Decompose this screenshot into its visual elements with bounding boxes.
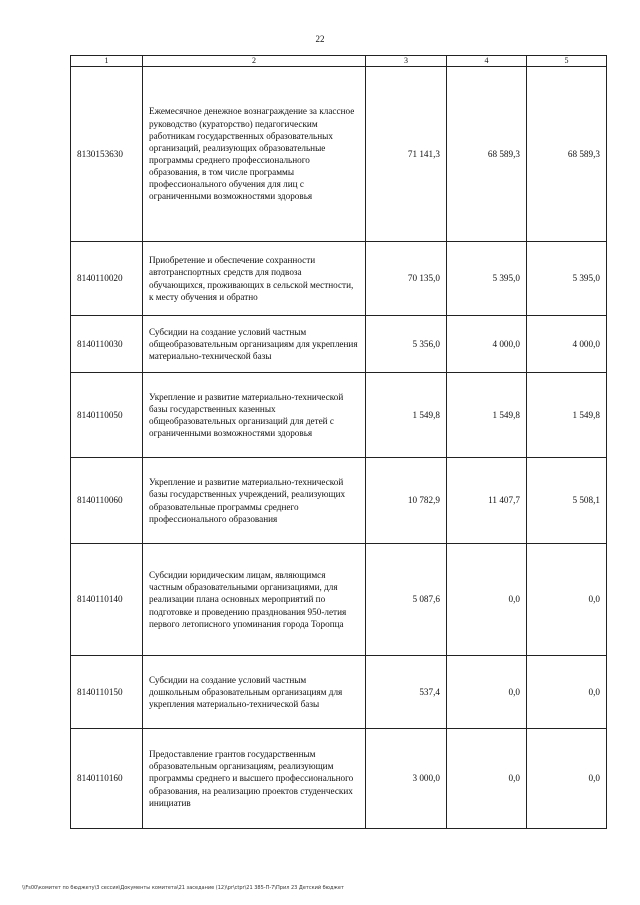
row-value-col5: 0,0 bbox=[527, 656, 607, 729]
column-number-5: 5 bbox=[527, 56, 607, 67]
row-code: 8140110060 bbox=[71, 458, 143, 544]
row-value-col3: 5 356,0 bbox=[366, 316, 447, 373]
table-row bbox=[71, 656, 607, 729]
row-value-col3: 71 141,3 bbox=[366, 67, 447, 242]
row-value-col4: 5 395,0 bbox=[447, 242, 527, 316]
row-code: 8130153630 bbox=[71, 67, 143, 242]
row-value-col3: 10 782,9 bbox=[366, 458, 447, 544]
table-row bbox=[71, 242, 607, 316]
table-row bbox=[71, 544, 607, 656]
row-value-col3: 3 000,0 bbox=[366, 729, 447, 829]
row-name: Укрепление и развитие материально-технической базы государственных казенных общеобразовательных организаций для детей с ограниченными возможностями здоровья bbox=[143, 373, 366, 458]
row-value-col4: 68 589,3 bbox=[447, 67, 527, 242]
row-code: 8140110020 bbox=[71, 242, 143, 316]
table-header-row bbox=[71, 56, 607, 67]
row-value-col4: 1 549,8 bbox=[447, 373, 527, 458]
row-value-col4: 11 407,7 bbox=[447, 458, 527, 544]
row-value-col3: 5 087,6 bbox=[366, 544, 447, 656]
row-value-col5: 0,0 bbox=[527, 544, 607, 656]
table-row bbox=[71, 316, 607, 373]
row-name: Укрепление и развитие материально-технической базы государственных учреждений, реализующих образовательные программы среднего профессионального образования bbox=[143, 458, 366, 544]
row-value-col5: 5 395,0 bbox=[527, 242, 607, 316]
footer-file-path: \\Fs00\комитет по бюджету\3 сессия\Документы комитета\21 заседание (12)\pr\ctpr\21 385-П-7\Прил 23 Детский бюджет bbox=[22, 885, 344, 891]
row-value-col3: 70 135,0 bbox=[366, 242, 447, 316]
row-value-col4: 0,0 bbox=[447, 656, 527, 729]
table-row bbox=[71, 458, 607, 544]
table-row bbox=[71, 67, 607, 242]
row-name: Субсидии на создание условий частным общеобразовательным организациям для укрепления материально-технической базы bbox=[143, 316, 366, 373]
row-value-col4: 0,0 bbox=[447, 729, 527, 829]
column-number-4: 4 bbox=[447, 56, 527, 67]
page-number: 22 bbox=[315, 34, 325, 44]
row-value-col3: 1 549,8 bbox=[366, 373, 447, 458]
row-code: 8140110030 bbox=[71, 316, 143, 373]
row-value-col4: 0,0 bbox=[447, 544, 527, 656]
row-name: Субсидии на создание условий частным дошкольным образовательным организациям для укрепления материально-технической базы bbox=[143, 656, 366, 729]
table-row bbox=[71, 373, 607, 458]
row-code: 8140110140 bbox=[71, 544, 143, 656]
row-name: Приобретение и обеспечение сохранности автотранспортных средств для подвоза обучающихся, проживающих в сельской местности, к месту обучения и обратно bbox=[143, 242, 366, 316]
row-value-col3: 537,4 bbox=[366, 656, 447, 729]
row-code: 8140110160 bbox=[71, 729, 143, 829]
row-name: Субсидии юридическим лицам, являющимся частным образовательными организациями, для реализации плана основных мероприятий по подготовке и проведению празднования 950-летия первого летописного упоминания города Торопца bbox=[143, 544, 366, 656]
budget-table bbox=[70, 55, 607, 829]
row-value-col4: 4 000,0 bbox=[447, 316, 527, 373]
row-value-col5: 0,0 bbox=[527, 729, 607, 829]
row-name: Предоставление грантов государственным образовательным организациям, реализующим программы среднего и высшего профессионального образования, на реализацию проектов студенческих инициатив bbox=[143, 729, 366, 829]
row-code: 8140110150 bbox=[71, 656, 143, 729]
table-row bbox=[71, 729, 607, 829]
column-number-3: 3 bbox=[366, 56, 447, 67]
row-value-col5: 5 508,1 bbox=[527, 458, 607, 544]
column-number-1: 1 bbox=[71, 56, 143, 67]
row-code: 8140110050 bbox=[71, 373, 143, 458]
row-name: Ежемесячное денежное вознаграждение за классное руководство (кураторство) педагогическим работникам государственных образовательных организаций, реализующих образовательные программы среднего профессионального образования, в том числе программы профессионального обучения для лиц с ограниченными возможностями здоровья bbox=[143, 67, 366, 242]
row-value-col5: 68 589,3 bbox=[527, 67, 607, 242]
row-value-col5: 4 000,0 bbox=[527, 316, 607, 373]
column-number-2: 2 bbox=[143, 56, 366, 67]
row-value-col5: 1 549,8 bbox=[527, 373, 607, 458]
